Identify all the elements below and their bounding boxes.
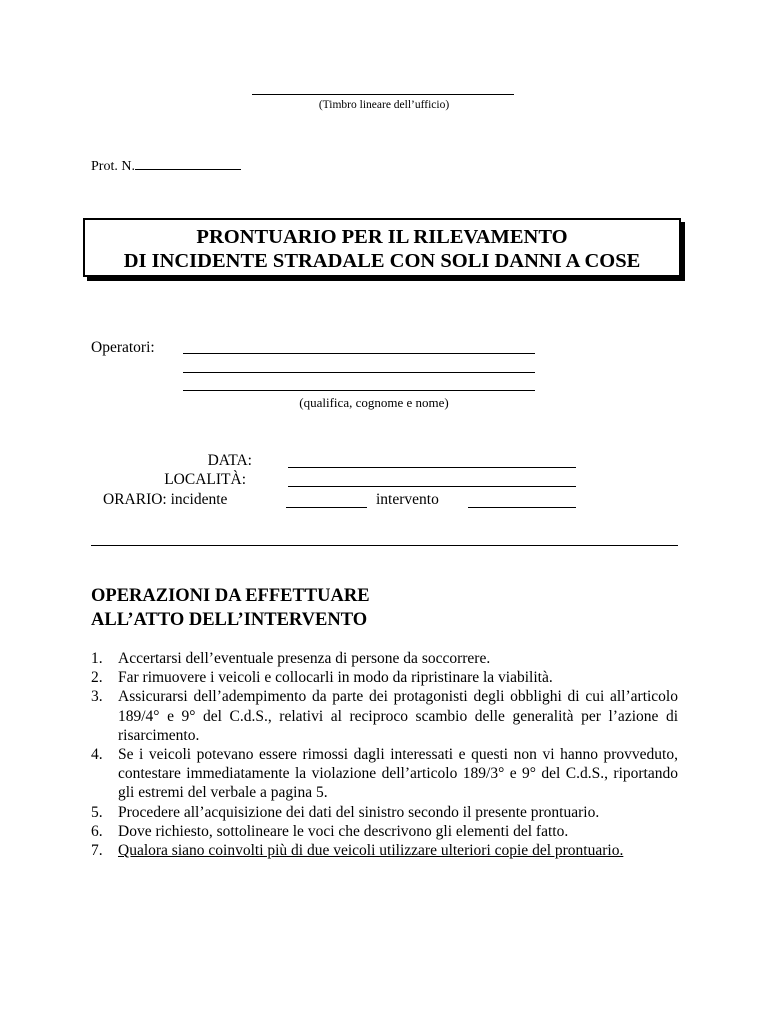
list-item-number: 2. [91,669,103,687]
time-intervention-field[interactable] [468,507,576,508]
operator-line-1[interactable] [183,353,535,354]
stamp-caption: (Timbro lineare dell’ufficio) [318,99,450,111]
date-field[interactable] [288,467,576,468]
list-item-number: 1. [91,650,103,667]
list-item-text: Accertarsi dell’eventuale presenza di persone da soccorrere. [118,650,491,667]
list-item [91,803,678,822]
protocol-number-field [91,157,241,175]
stamp-signature-line [252,94,514,95]
list-item-text: Qualora siano coinvolti più di due veicoli utilizzare ulteriori copie del prontuario. [118,842,624,860]
list-item-number: 4. [91,746,103,764]
document-title-box [83,218,681,277]
list-item-text: Dove richiesto, sottolineare le voci che descrivono gli elementi del fatto. [118,822,569,840]
location-field[interactable] [288,486,576,487]
section-divider [91,545,678,546]
protocol-blank[interactable] [135,157,241,170]
operations-list [91,649,678,860]
operations-heading [91,584,370,632]
location-label: LOCALITÀ: [164,471,246,488]
list-item [91,745,678,803]
list-item-text: Procedere all’acquisizione dei dati del sinistro secondo il presente prontuario. [118,803,600,821]
list-item [91,822,678,841]
title-line-1: PRONTUARIO PER IL RILEVAMENTO [196,226,568,248]
list-item [91,649,678,668]
protocol-label: Prot. N. [91,159,135,174]
list-item-text: Se i veicoli potevano essere rimossi dagli interessati e questi non vi hanno provveduto, contestare immediatamente la violazione dell’articolo 189/3° e 9° del C.d.S., riportando gli estremi del verbale a pagina 5. [118,746,678,802]
list-item [91,687,678,745]
list-item-number: 6. [91,822,103,840]
operations-heading-line-1: OPERAZIONI DA EFFETTUARE [91,586,370,606]
time-incident-label: ORARIO: incidente [103,491,228,508]
list-item-number: 7. [91,842,103,860]
list-item [91,668,678,687]
operator-line-3[interactable] [183,390,535,391]
date-label: DATA: [207,452,252,469]
operators-caption: (qualifica, cognome e nome) [299,395,449,410]
title-line-2: DI INCIDENTE STRADALE CON SOLI DANNI A COSE [123,250,641,272]
list-item [91,841,678,860]
operations-heading-line-2: ALL’ATTO DELL’INTERVENTO [91,610,368,630]
time-incident-field[interactable] [286,507,367,508]
time-intervention-label: intervento [376,491,439,508]
operator-line-2[interactable] [183,372,535,373]
operators-label: Operatori: [91,339,155,356]
list-item-text: Far rimuovere i veicoli e collocarli in modo da ripristinare la viabilità. [118,669,553,687]
list-item-text: Assicurarsi dell’adempimento da parte dei protagonisti degli obblighi di cui all’articolo 189/4° e 9° del C.d.S., relativi al reciproco scambio delle generalità per l’azione di risarcimento. [118,688,678,744]
list-item-number: 5. [91,803,103,821]
list-item-number: 3. [91,688,103,706]
